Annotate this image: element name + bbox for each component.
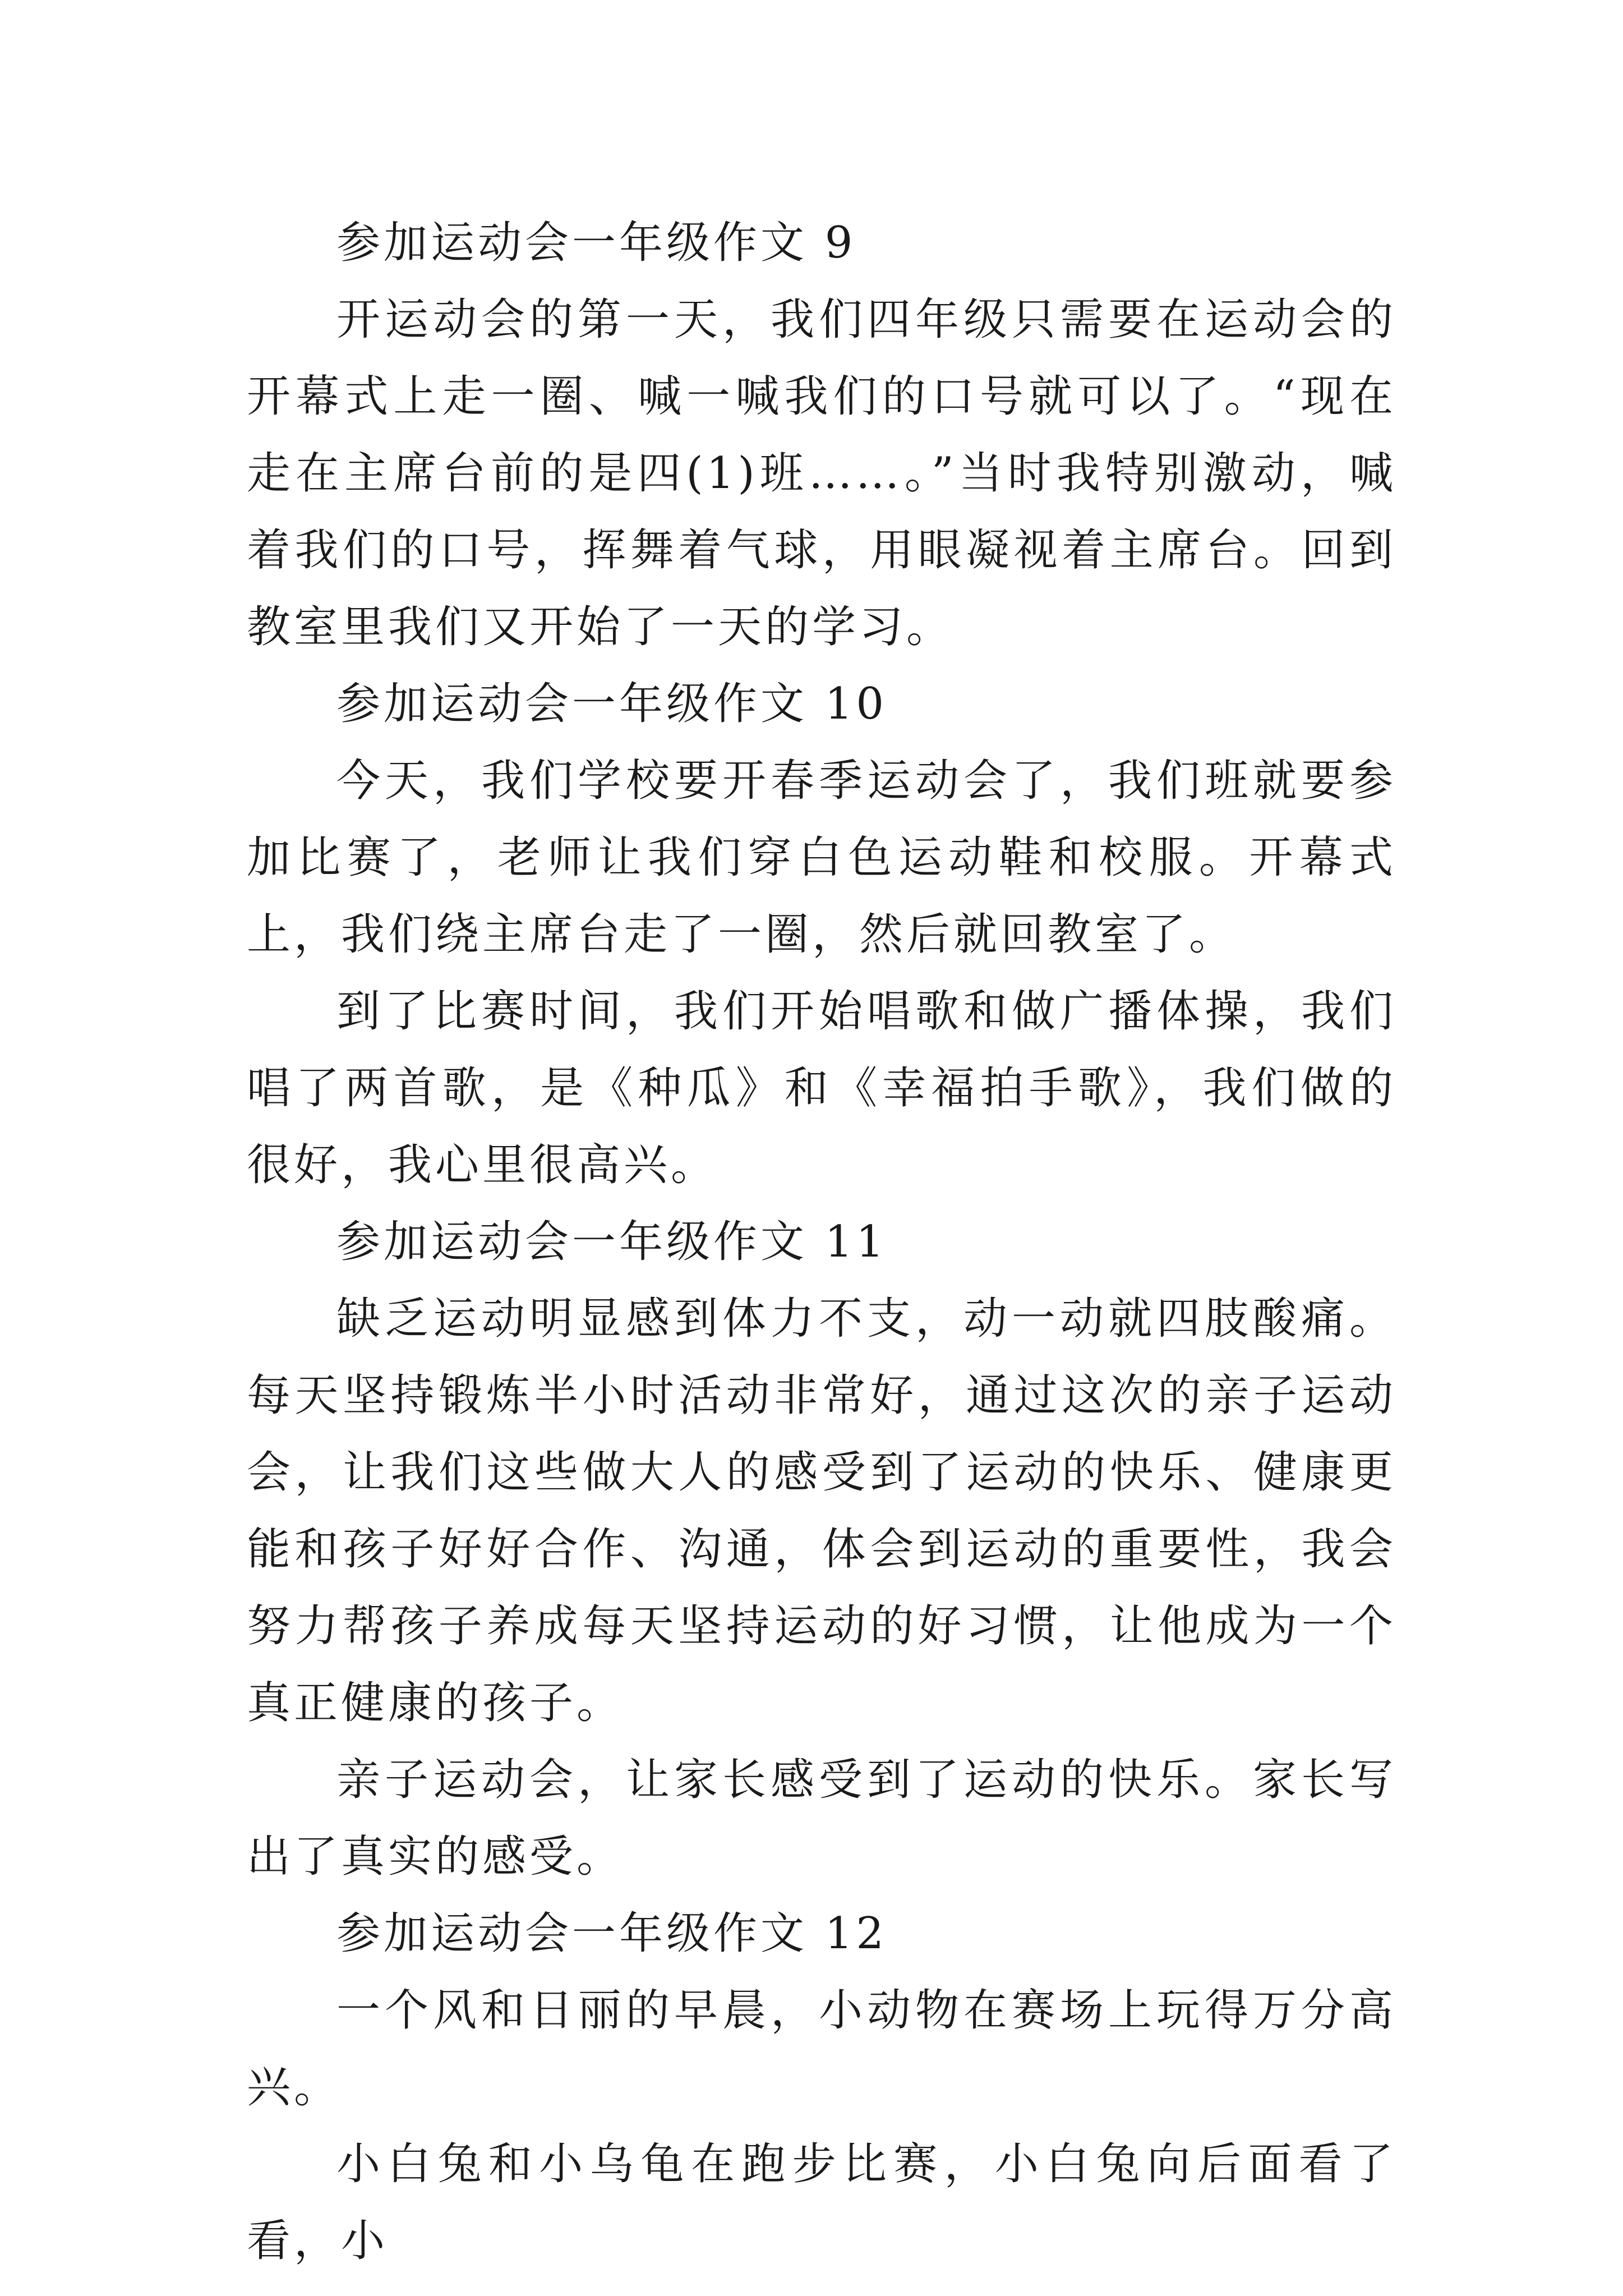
essay-heading-10: 参加运动会一年级作文 10 — [336, 679, 888, 729]
essay-heading-11: 参加运动会一年级作文 11 — [336, 1217, 888, 1267]
paragraph: 小白兔和小乌龟在跑步比赛，小白兔向后面看了看，小 — [247, 2139, 1396, 2266]
paragraph: 缺乏运动明显感到体力不支，动一动就四肢酸痛。每天坚持锻炼半小时活动非常好，通过这次的亲子运动会，让我们这些做大人的感受到了运动的快乐、健康更能和孩子好好合作、沟通，体会到运动的重要性，我会努力帮孩子养成每天坚持运动的好习惯，让他成为一个真正健康的孩子。 — [247, 1294, 1396, 1728]
essay-heading-12: 参加运动会一年级作文 12 — [336, 1908, 888, 1959]
paragraph: 一个风和日丽的早晨，小动物在赛场上玩得万分高兴。 — [247, 1985, 1396, 2113]
document-body — [247, 205, 1396, 2280]
essay-heading-9: 参加运动会一年级作文 9 — [336, 218, 856, 268]
paragraph: 今天，我们学校要开春季运动会了，我们班就要参加比赛了，老师让我们穿白色运动鞋和校服。开幕式上，我们绕主席台走了一圈，然后就回教室了。 — [247, 756, 1396, 960]
paragraph: 开运动会的第一天，我们四年级只需要在运动会的开幕式上走一圈、喊一喊我们的口号就可以了。“现在走在主席台前的是四(1)班……。”当时我特别激动，喊着我们的口号，挥舞着气球，用眼凝视着主席台。回到教室里我们又开始了一天的学习。 — [247, 295, 1396, 652]
paragraph: 亲子运动会，让家长感受到了运动的快乐。家长写出了真实的感受。 — [247, 1755, 1396, 1882]
paragraph: 到了比赛时间，我们开始唱歌和做广播体操，我们唱了两首歌，是《种瓜》和《幸福拍手歌》，我们做的很好，我心里很高兴。 — [247, 986, 1396, 1190]
